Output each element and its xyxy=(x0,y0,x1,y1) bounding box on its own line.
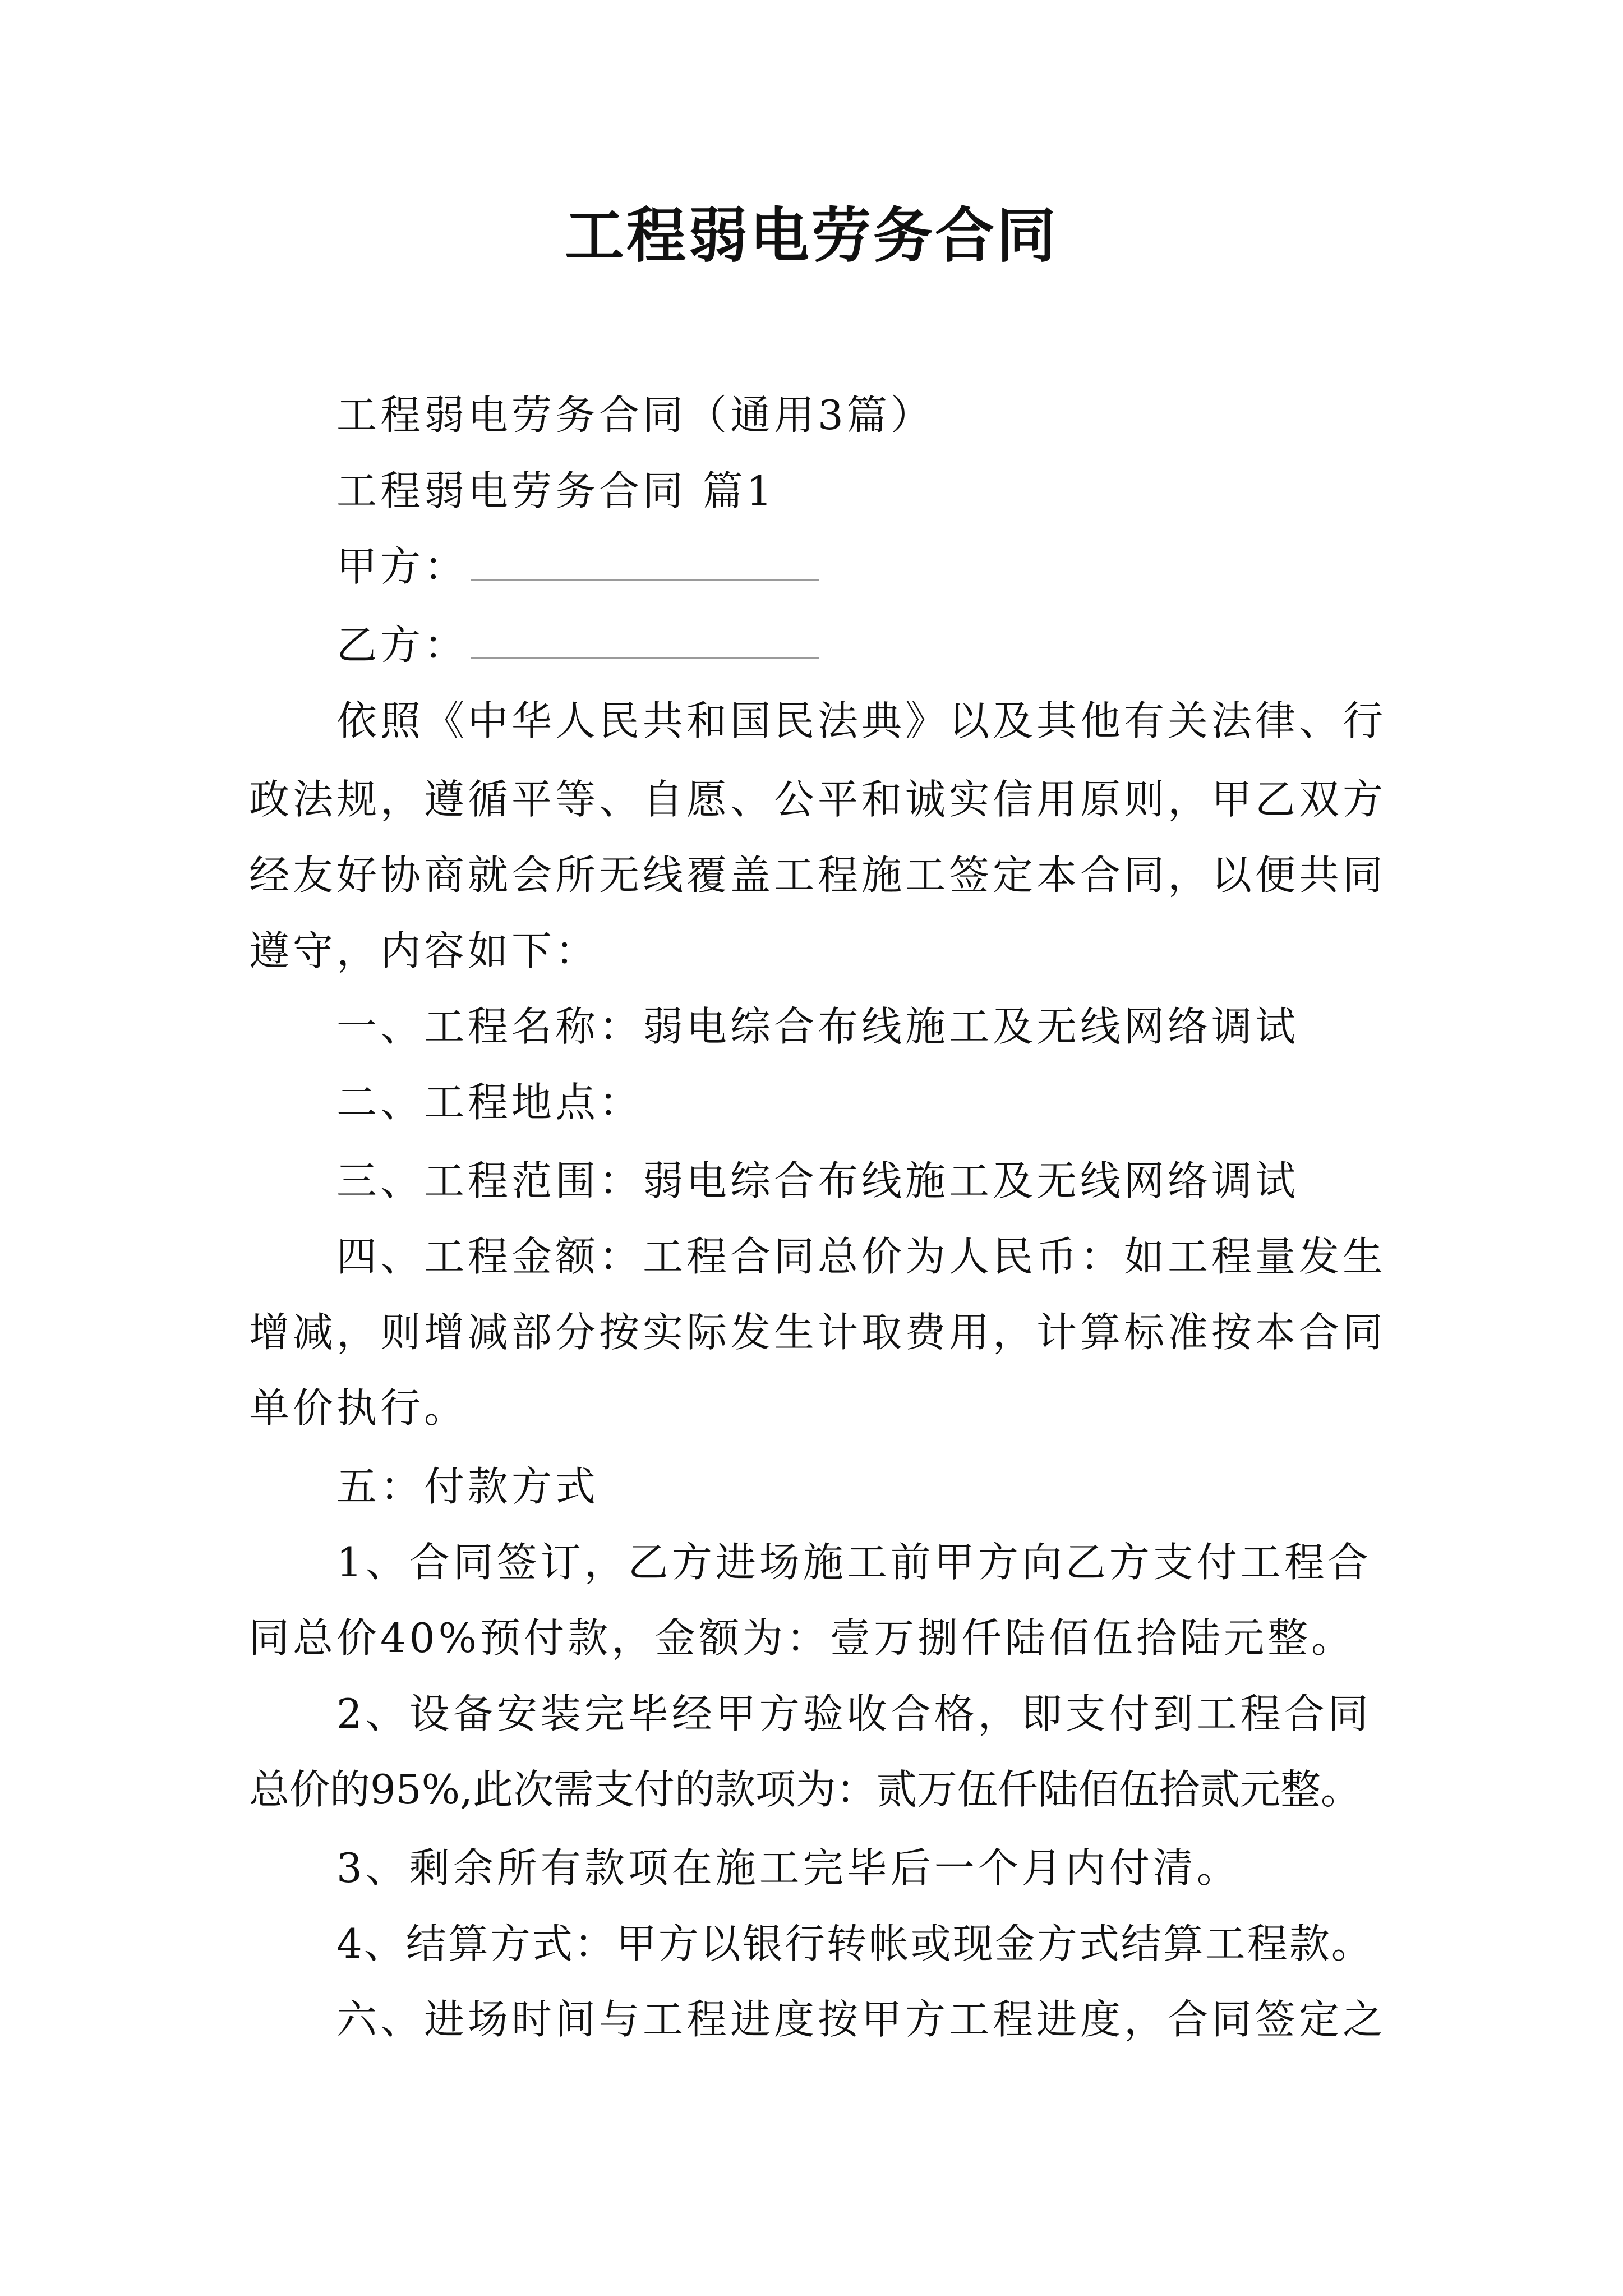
clause-project-location: 二、工程地点： xyxy=(336,1079,643,1126)
party-b-blank xyxy=(471,622,819,659)
clause-project-amount: 增减，则增减部分按实际发生计取费用，计算标准按本合同 xyxy=(249,1309,1387,1356)
intro-line: 经友好协商就会所无线覆盖工程施工签定本合同，以便共同 xyxy=(249,852,1387,899)
payment-item-3: 3、剩余所有款项在施工完毕后一个月内付清。 xyxy=(336,1844,1241,1892)
intro-line: 遵守，内容如下： xyxy=(249,927,600,974)
party-a-label: 甲方： xyxy=(336,543,468,590)
intro-line: 依照《中华人民共和国民法典》以及其他有关法律、行 xyxy=(336,697,1387,744)
party-a-blank xyxy=(471,543,819,581)
clause-project-scope: 三、工程范围：弱电综合布线施工及无线网络调试 xyxy=(336,1157,1299,1204)
payment-item-4: 4、结算方式：甲方以银行转帐或现金方式结算工程款。 xyxy=(336,1920,1373,1967)
subtitle: 工程弱电劳务合同（通用3篇） xyxy=(336,392,934,439)
party-b-label: 乙方： xyxy=(336,622,468,669)
party-a-line xyxy=(336,539,819,595)
payment-item-2: 2、设备安装完毕经甲方验收合格，即支付到工程合同 xyxy=(336,1690,1372,1737)
clause-schedule: 六、进场时间与工程进度按甲方工程进度，合同签定之 xyxy=(336,1996,1387,2043)
intro-line: 政法规，遵循平等、自愿、公平和诚实信用原则，甲乙双方 xyxy=(249,776,1387,823)
document-title: 工程弱电劳务合同 xyxy=(565,200,1058,270)
payment-item-1: 1、合同签订，乙方进场施工前甲方向乙方支付工程合 xyxy=(336,1539,1372,1586)
clause-project-name: 一、工程名称：弱电综合布线施工及无线网络调试 xyxy=(336,1003,1299,1050)
party-b-line xyxy=(336,617,819,673)
payment-item-1: 同总价40%预付款，金额为：壹万捌仟陆佰伍拾陆元整。 xyxy=(249,1614,1355,1662)
clause-payment-heading: 五：付款方式 xyxy=(336,1463,600,1510)
clause-project-amount: 单价执行。 xyxy=(249,1384,468,1432)
payment-item-2: 总价的95%,此次需支付的款项为：贰万伍仟陆佰伍拾贰元整。 xyxy=(249,1766,1361,1813)
section-heading: 工程弱电劳务合同 篇1 xyxy=(336,467,776,514)
clause-project-amount: 四、工程金额：工程合同总价为人民币：如工程量发生 xyxy=(336,1233,1387,1280)
